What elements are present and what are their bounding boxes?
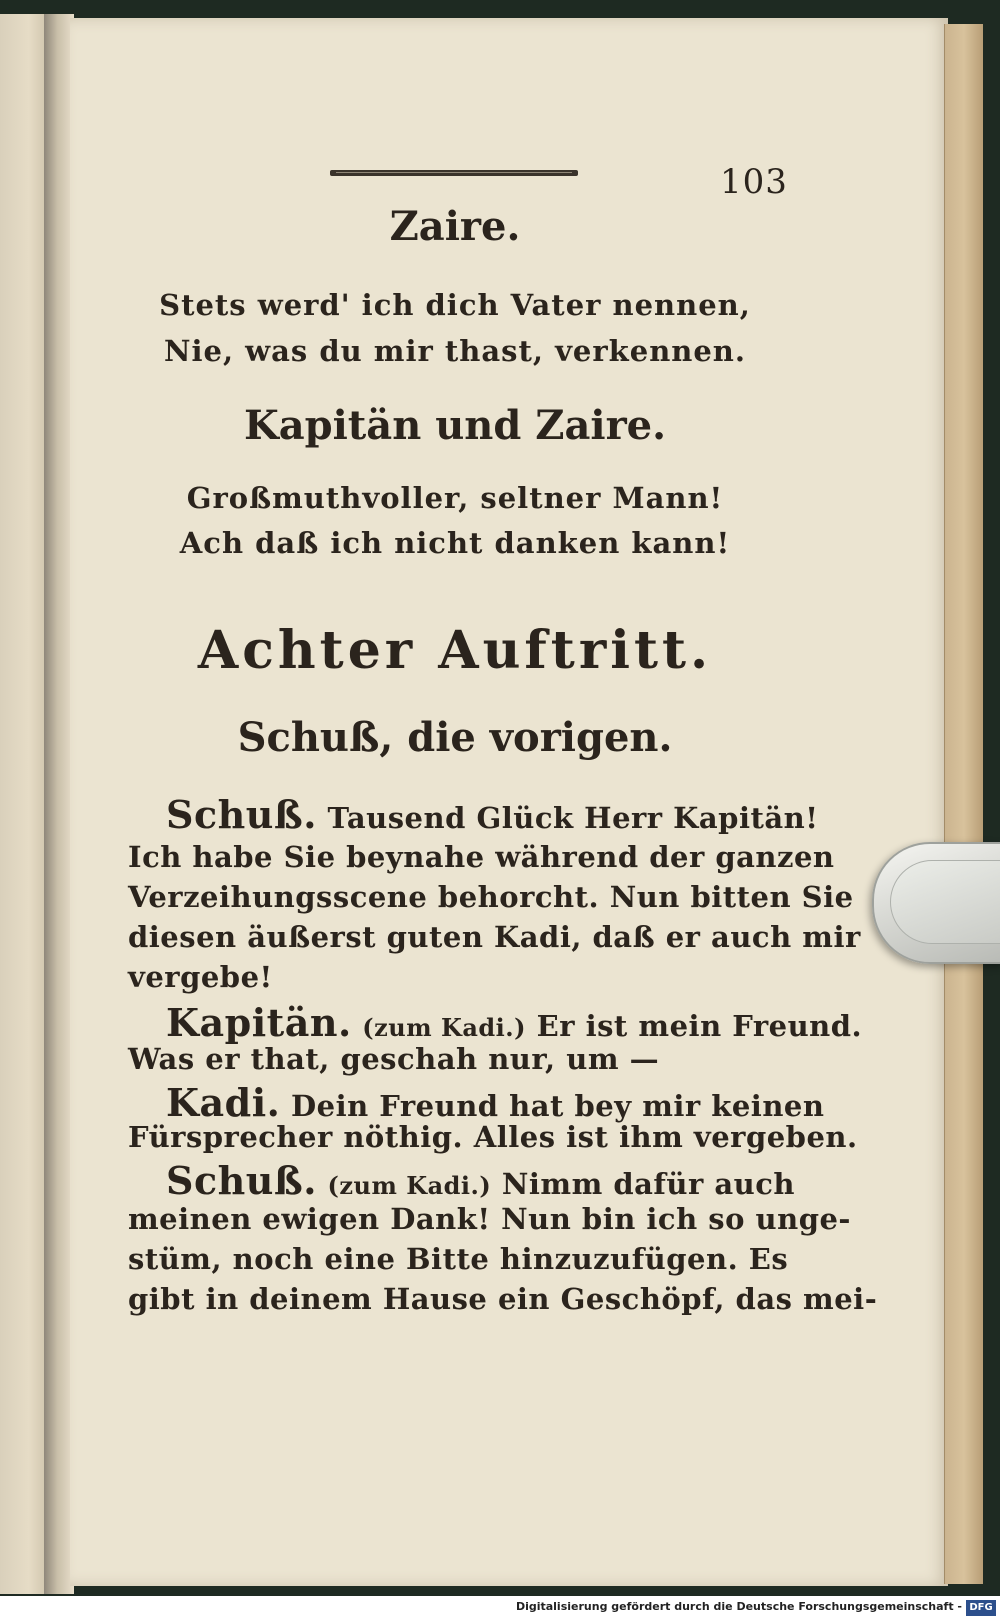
speaker-name: Schuß. — [166, 1158, 317, 1203]
dialogue-text: Er ist mein Freund. — [536, 1009, 863, 1043]
header-rule — [330, 170, 578, 176]
dfg-logo: DFG — [966, 1600, 996, 1616]
dialogue-line: gibt in deinem Hause ein Geschöpf, das mei- — [128, 1282, 878, 1316]
stage-direction: (zum Kadi.) — [327, 1171, 492, 1200]
dialogue-line — [166, 792, 818, 837]
funding-credit: Digitalisierung gefördert durch die Deutsche Forschungsgemeinschaft - — [515, 1600, 962, 1613]
speaker-heading-zaire: Zaire. — [389, 203, 521, 250]
speaker-name: Kapitän. — [166, 1000, 352, 1045]
speaker-name: Schuß. — [166, 792, 317, 837]
page-stack-edge — [944, 24, 983, 1584]
dialogue-line: stüm, noch eine Bitte hinzuzufügen. Es — [128, 1242, 789, 1276]
verse-line: Nie, was du mir thast, verkennen. — [164, 334, 746, 368]
verse-line: Stets werd' ich dich Vater nennen, — [159, 288, 751, 322]
dialogue-line: diesen äußerst guten Kadi, daß er auch mir — [128, 920, 861, 954]
verse-line: Großmuthvoller, seltner Mann! — [186, 481, 724, 515]
stage-direction: (zum Kadi.) — [362, 1013, 526, 1042]
dialogue-text: Nimm dafür auch — [501, 1167, 795, 1201]
footer-bar — [0, 1596, 1000, 1622]
dialogue-line — [166, 1080, 824, 1125]
speaker-heading-kapitan-zaire: Kapitän und Zaire. — [243, 402, 667, 449]
dialogue-line: Was er that, geschah nur, um — — [128, 1042, 660, 1076]
speaker-name: Kadi. — [166, 1080, 281, 1125]
scene-characters: Schuß, die vorigen. — [237, 714, 673, 761]
page-number: 103 — [720, 162, 788, 202]
dialogue-line — [166, 1158, 795, 1203]
facing-page-edge — [0, 14, 50, 1594]
scene-heading: Achter Auftritt. — [197, 620, 713, 681]
dialogue-line: Ich habe Sie beynahe während der ganzen — [128, 840, 835, 874]
dialogue-line: Verzeihungsscene behorcht. Nun bitten Sie — [128, 880, 854, 914]
dialogue-line — [166, 1000, 862, 1045]
dialogue-text: Tausend Glück Herr Kapitän! — [327, 801, 819, 835]
dialogue-text: Dein Freund hat bey mir keinen — [291, 1089, 825, 1123]
dialogue-line: vergebe! — [128, 960, 273, 994]
page-clip — [872, 842, 1000, 964]
verse-line: Ach daß ich nicht danken kann! — [179, 526, 731, 560]
dialogue-line: Fürsprecher nöthig. Alles ist ihm vergeben. — [128, 1120, 858, 1154]
dialogue-line: meinen ewigen Dank! Nun bin ich so unge- — [128, 1202, 851, 1236]
